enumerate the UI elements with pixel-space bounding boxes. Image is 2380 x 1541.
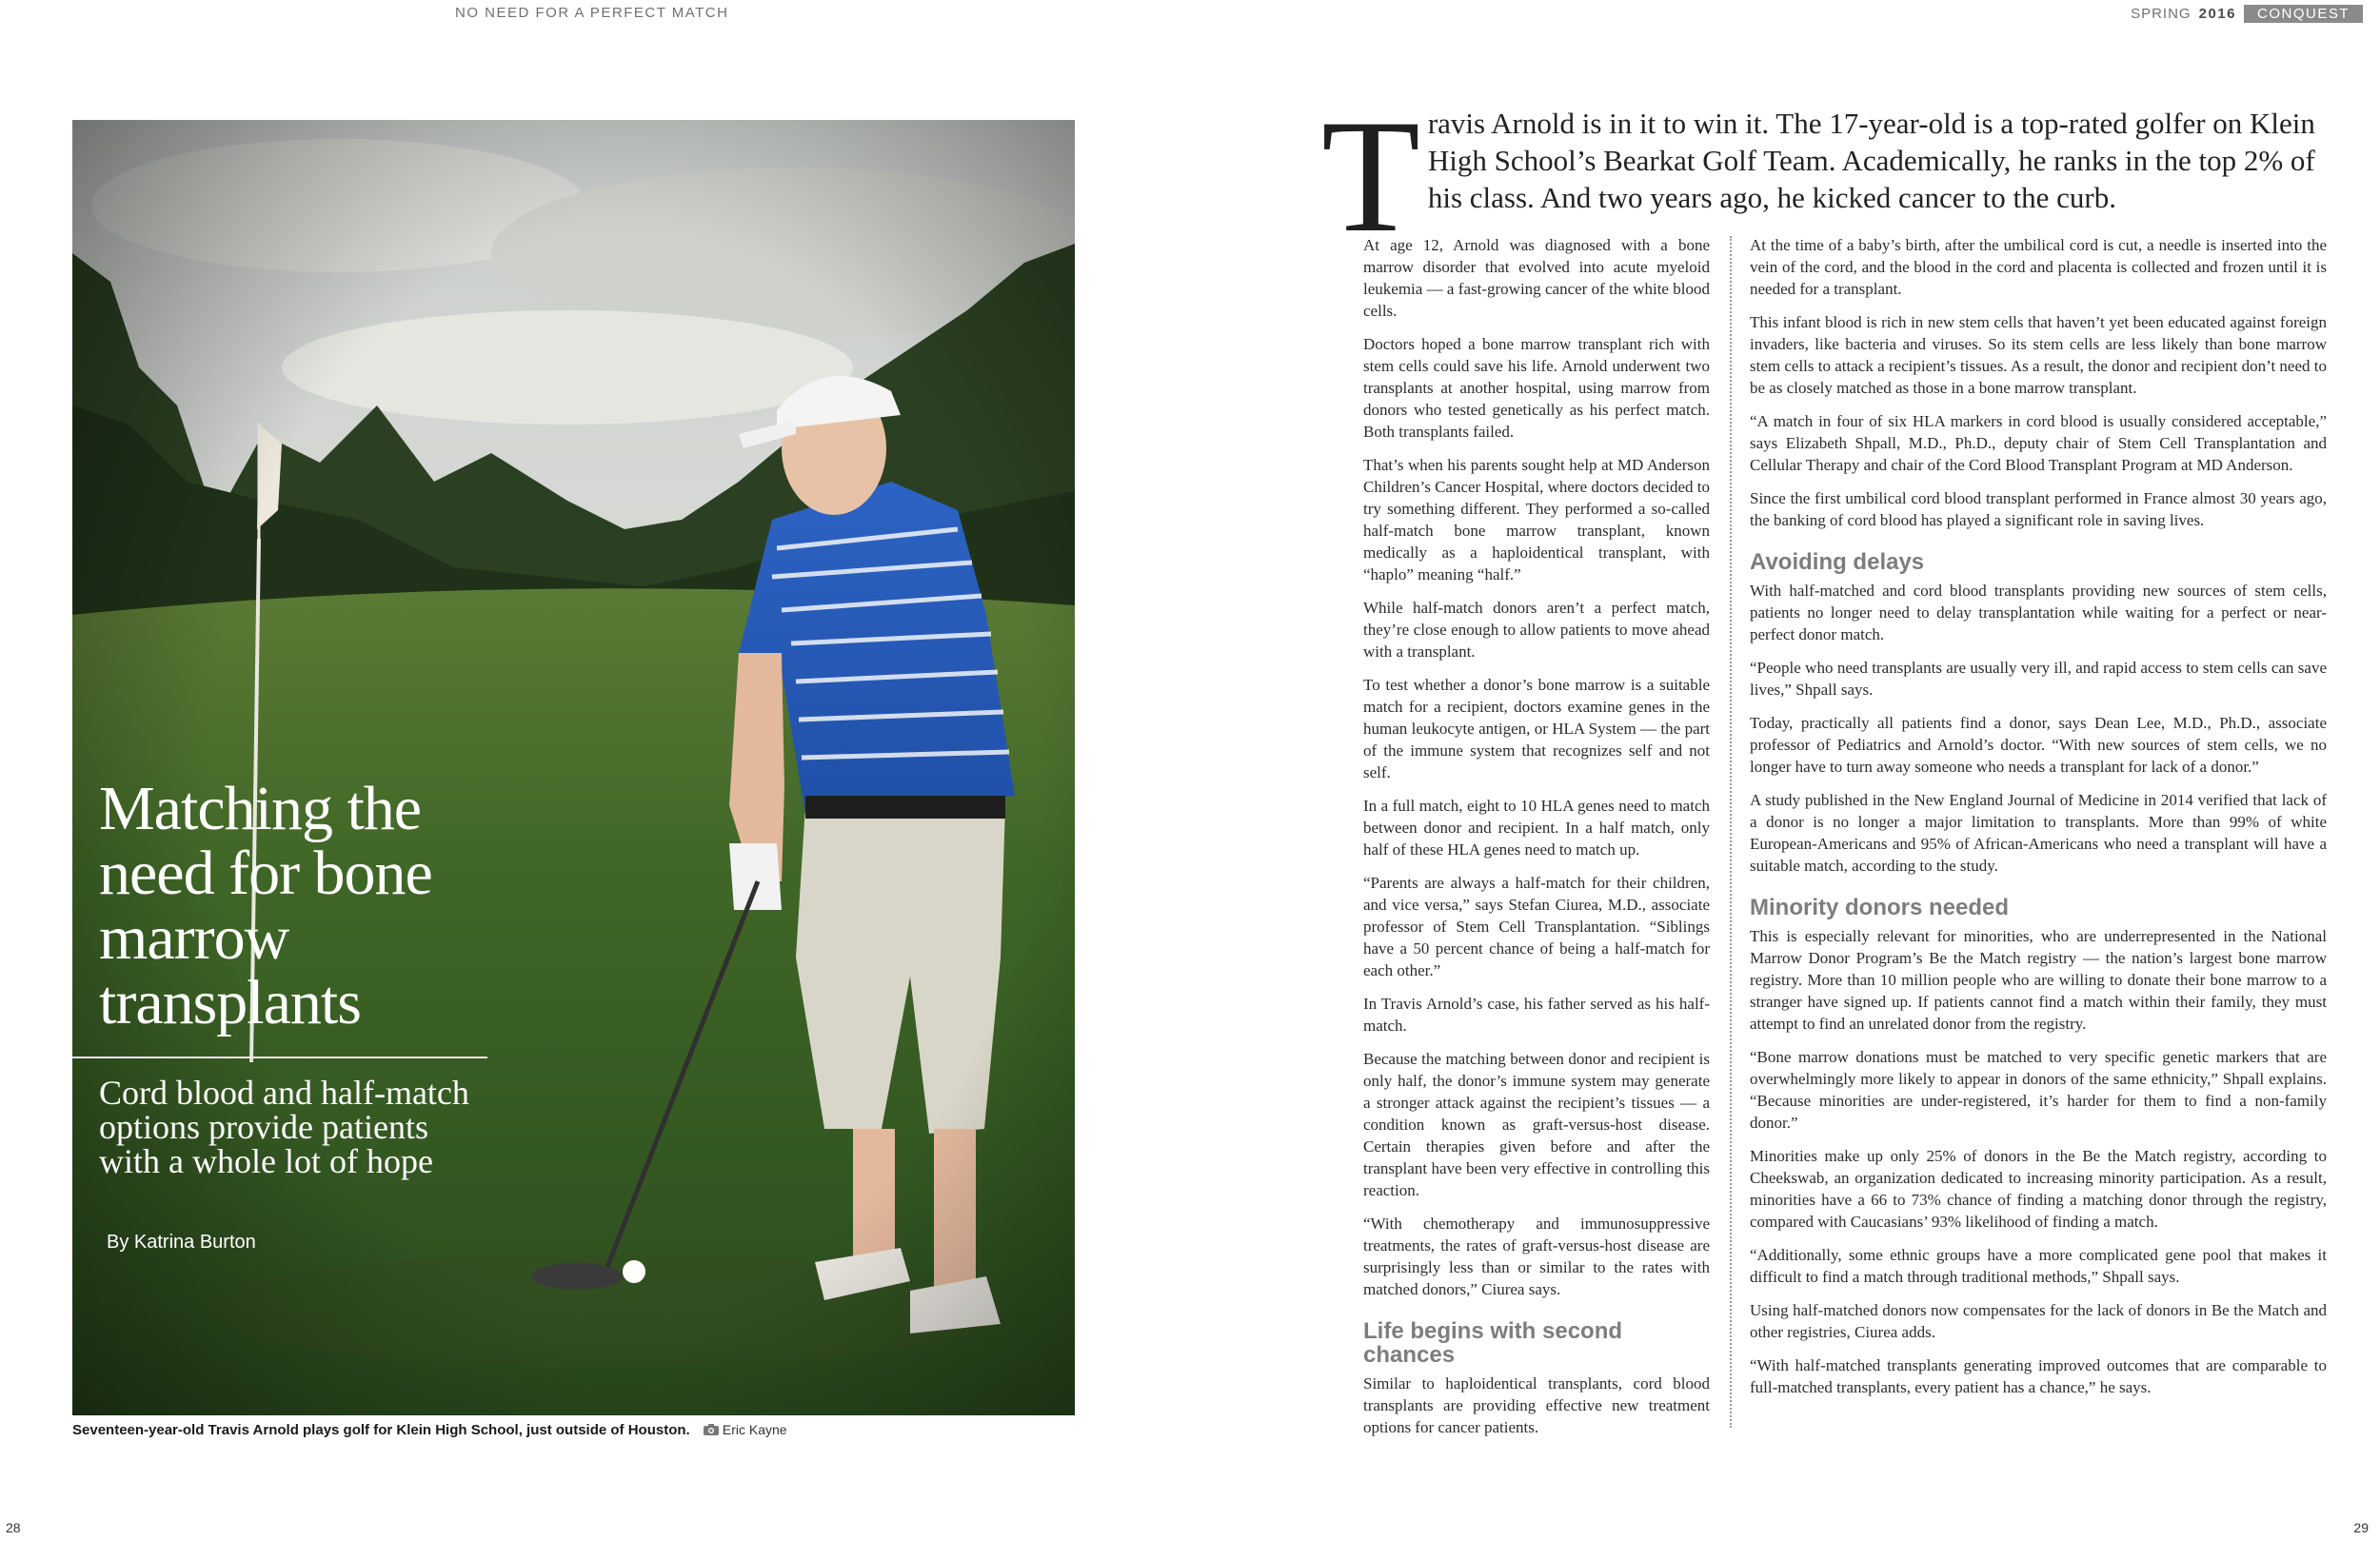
body-column-left [1363, 234, 1710, 1450]
body-paragraph: At age 12, Arnold was diagnosed with a bone marrow disorder that evolved into acute myeloid leukemia — a fast-growing cancer of the white blood cells. [1363, 236, 1710, 320]
headline-block [72, 774, 491, 1254]
body-paragraph: A study published in the New England Journal of Medicine in 2014 verified that lack of a donor is no longer a major limitation to transplants. More than 99% of white European-Americans and 95% of African-Americans who need a transplant will have a suitable match, according to the study. [1750, 791, 2327, 875]
body-paragraph: That’s when his parents sought help at MD Anderson Children’s Cancer Hospital, where doctors decided to try something different. They performed a so-called half-match bone marrow transplant, known medically as a haploidentical transplant, with “haplo” meaning “half.” [1363, 456, 1710, 583]
issue-year: 2016 [2198, 6, 2236, 22]
body-paragraph: Using half-matched donors now compensates for the lack of donors in Be the Match and other registries, Ciurea adds. [1750, 1301, 2327, 1341]
body-paragraph: Doctors hoped a bone marrow transplant rich with stem cells could save his life. Arnold underwent two transplants at another hospital, using marrow from donors who tested genetically as his perfect match. Both transplants failed. [1363, 335, 1710, 441]
intro-text: ravis Arnold is in it to win it. The 17-year-old is a top-rated golfer on Klein High School’s Bearkat Golf Team. Academically, he ranks in the top 2% of his class. And two years ago, he kicked cancer to the curb. [1427, 107, 2315, 214]
running-head-right [2131, 5, 2363, 23]
body-paragraph: Because the matching between donor and recipient is only half, the donor’s immune system may generate a stronger attack against the recipient’s tissues — a condition known as graft-versus-host disease. Certain therapies given before and after the transplant have been very effective in controlling this reaction. [1363, 1050, 1710, 1199]
section-heading-second-chances: Life begins with second chances [1363, 1318, 1623, 1368]
body-paragraph: In a full match, eight to 10 HLA genes need to match between donor and recipient. In a half match, only half of these HLA genes need to match up. [1363, 797, 1710, 859]
body-paragraph: While half-match donors aren’t a perfect match, they’re close enough to allow patients to move ahead with a transplant. [1363, 599, 1710, 661]
page-number-left: 28 [6, 1520, 21, 1535]
body-paragraph: “Additionally, some ethnic groups have a more complicated gene pool that makes it difficult to find a match through traditional methods,” Shpall says. [1750, 1246, 2327, 1286]
photo-credit [704, 1422, 787, 1437]
body-paragraph: This is especially relevant for minorities, who are underrepresented in the National Marrow Donor Program’s Be the Match registry — the nation’s largest bone marrow registry. More than 10 million people who are willing to donate their bone marrow to a stranger have signed up. If patients cannot find a match within their family, they must attempt to find an unrelated donor from the registry. [1750, 927, 2327, 1033]
body-paragraph: This infant blood is rich in new stem cells that haven’t yet been educated against foreign invaders, like bacteria and viruses. So its stem cells are less likely than bone marrow stem cells to attack a recipient’s tissues. As a result, the donor and recipient don’t need to be as closely matched as those in a bone marrow transplant. [1750, 313, 2327, 397]
article-deck: Cord blood and half-match options provide patients with a whole lot of hope [99, 1074, 469, 1180]
headline-divider [72, 1057, 487, 1058]
body-paragraph: Since the first umbilical cord blood transplant performed in France almost 30 years ago, the banking of cord blood has played a significant role in saving lives. [1750, 489, 2327, 529]
body-paragraph: In Travis Arnold’s case, his father served as his half-match. [1363, 995, 1710, 1035]
body-paragraph: “Bone marrow donations must be matched to very specific genetic markers that are overwhelmingly more likely to appear in donors of the same ethnicity,” Shpall explains. “Because minorities are under-registered, it’s harder for them to find a non-family donor.” [1750, 1048, 2327, 1132]
column-divider [1730, 236, 1732, 1428]
body-paragraph: “With half-matched transplants generating improved outcomes that are comparable to full-matched transplants, every patient has a chance,” he says. [1750, 1356, 2327, 1396]
section-heading-minority-donors: Minority donors needed [1750, 895, 2010, 920]
body-paragraph: “A match in four of six HLA markers in cord blood is usually considered acceptable,” says Elizabeth Shpall, M.D., Ph.D., deputy chair of Stem Cell Transplantation and Cellular Therapy and chair of the Cord Blood Transplant Program at MD Anderson. [1750, 412, 2327, 474]
feature-photo [72, 120, 1075, 1415]
body-paragraph: “Parents are always a half-match for their children, and vice versa,” says Stefan Ciurea, M.D., associate professor of Stem Cell Transplantation. “Siblings have a 50 percent chance of being a half-match for each other.” [1363, 874, 1710, 979]
running-head-left: NO NEED FOR A PERFECT MATCH [455, 5, 729, 21]
photo-caption [72, 1422, 787, 1438]
body-paragraph: Similar to haploidentical transplants, cord blood transplants are providing effective new treatment options for cancer patients. [1363, 1374, 1710, 1436]
body-paragraph: Today, practically all patients find a donor, says Dean Lee, M.D., Ph.D., associate professor of Pediatrics and Arnold’s doctor. “With new sources of stem cells, we no longer have to turn away someone who needs a transplant for lack of a donor.” [1750, 714, 2327, 776]
body-column-right [1750, 234, 2327, 1410]
body-paragraph: “With chemotherapy and immunosuppressive treatments, the rates of graft-versus-host disease are surprisingly less than or similar to the rates with matched donors,” Ciurea says. [1363, 1215, 1710, 1298]
body-paragraph: To test whether a donor’s bone marrow is a suitable match for a recipient, doctors examine genes in the human leukocyte antigen, or HLA System — the part of the immune system that recognizes self and not self. [1363, 676, 1710, 781]
magazine-name-badge: CONQUEST [2244, 5, 2363, 23]
caption-text: Seventeen-year-old Travis Arnold plays golf for Klein High School, just outside of Houston. [72, 1422, 690, 1438]
photo-credit-name: Eric Kayne [722, 1422, 787, 1437]
page-number-right: 29 [2353, 1520, 2369, 1535]
issue-season: SPRING [2131, 6, 2192, 22]
body-paragraph: At the time of a baby’s birth, after the umbilical cord is cut, a needle is inserted into the vein of the cord, and the blood in the cord and placenta is collected and frozen until it is needed for a transplant. [1750, 236, 2327, 298]
article-headline: Matching the need for bone marrow transplants [99, 774, 432, 1037]
body-paragraph: With half-matched and cord blood transplants providing new sources of stem cells, patients no longer need to delay transplantation while waiting for a perfect or near-perfect donor match. [1750, 582, 2327, 643]
section-heading-avoiding-delays: Avoiding delays [1750, 549, 1925, 575]
drop-cap: T [1321, 87, 1420, 266]
intro-paragraph [1321, 87, 2315, 266]
body-paragraph: “People who need transplants are usually very ill, and rapid access to stem cells can save lives,” Shpall says. [1750, 659, 2327, 699]
body-paragraph: Minorities make up only 25% of donors in the Be the Match registry, according to Cheekswab, an organization dedicated to increasing minority participation. As a result, minorities have a 66 to 73% chance of finding a matching donor through the registry, compared with Caucasians’ 93% likelihood of finding a match. [1750, 1147, 2327, 1231]
article-byline: By Katrina Burton [107, 1232, 256, 1253]
camera-icon [704, 1424, 719, 1435]
